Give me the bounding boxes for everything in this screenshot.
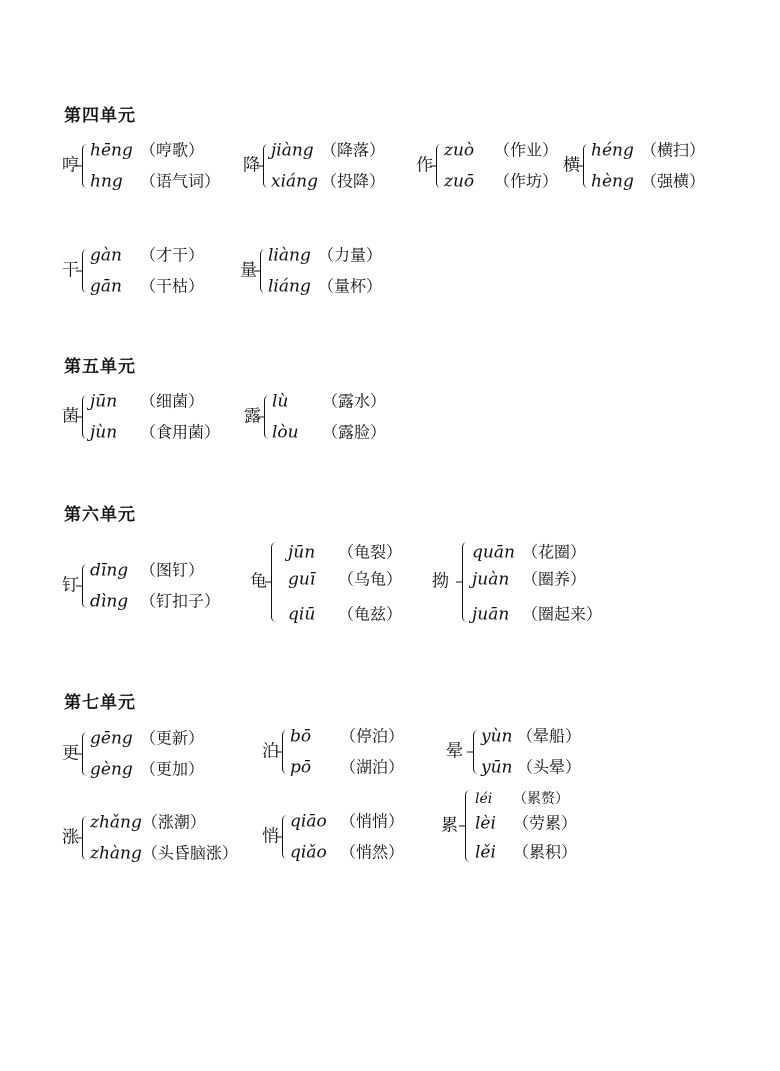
pinyin: quān <box>472 542 515 563</box>
example-word: （露脸） <box>322 422 387 442</box>
reading-1 <box>271 140 386 161</box>
reading-2 <box>444 171 559 192</box>
reading-1 <box>90 140 205 161</box>
entry-character: 悄 <box>262 826 279 847</box>
pinyin: pō <box>290 757 312 778</box>
brace-icon <box>436 144 442 188</box>
pinyin: yūn <box>481 757 513 778</box>
entry-character: 更 <box>62 743 79 764</box>
section-title-unit7: 第七单元 <box>64 693 136 713</box>
pinyin: hèng <box>591 171 634 192</box>
example-word: （干枯） <box>140 276 205 296</box>
pinyin: qiāo <box>290 811 327 832</box>
section-title-unit5: 第五单元 <box>64 357 136 377</box>
reading-1 <box>290 811 405 832</box>
example-word: （头晕） <box>517 757 582 777</box>
example-word: （食用菌） <box>140 422 221 442</box>
pinyin: hēng <box>90 140 133 161</box>
entry-character: 降 <box>243 155 260 176</box>
reading-1 <box>288 542 403 563</box>
reading-2 <box>90 422 221 443</box>
pinyin: léi <box>475 791 493 807</box>
example-word: （停泊） <box>340 726 405 746</box>
brace-icon <box>271 542 277 622</box>
reading-1 <box>90 560 205 581</box>
example-word: （降落） <box>321 140 386 160</box>
entry-character: 露 <box>244 406 261 427</box>
example-word: （投降） <box>321 171 386 191</box>
pinyin: qiū <box>288 604 316 625</box>
example-word: （累赘） <box>513 791 569 807</box>
entry-character: 拗 <box>432 571 449 592</box>
pinyin: gàn <box>90 245 122 266</box>
brace-icon <box>82 564 88 608</box>
brace-icon <box>473 730 479 774</box>
entry-character: 横 <box>563 155 580 176</box>
reading-2 <box>90 591 221 612</box>
entry-character: 钉 <box>62 575 79 596</box>
entry-character: 菌 <box>62 406 79 427</box>
pinyin: gān <box>90 276 122 297</box>
pinyin: xiáng <box>271 171 318 192</box>
brace-icon <box>82 395 88 439</box>
reading-3 <box>288 604 403 625</box>
reading-2 <box>272 422 387 443</box>
example-word: （悄悄） <box>340 811 405 831</box>
reading-1 <box>272 391 387 412</box>
pinyin: jūn <box>288 542 316 563</box>
example-word: （量杯） <box>318 276 383 296</box>
reading-1 <box>290 726 405 747</box>
brace-icon <box>82 732 88 776</box>
brace-icon <box>465 790 471 862</box>
reading-2 <box>271 171 386 192</box>
pinyin: jùn <box>90 422 118 443</box>
example-word: （才干） <box>140 245 205 265</box>
entry-character: 泊 <box>262 741 279 762</box>
pinyin: lù <box>272 391 289 412</box>
reading-2 <box>90 843 238 864</box>
brace-icon <box>583 144 589 188</box>
example-word: （涨潮） <box>141 812 206 832</box>
pinyin: jiàng <box>271 140 314 161</box>
reading-2 <box>472 569 587 590</box>
entry-character: 涨 <box>62 827 79 848</box>
reading-1 <box>90 728 205 749</box>
reading-2 <box>288 569 403 590</box>
example-word: （乌龟） <box>338 569 403 589</box>
example-word: （更新） <box>140 728 205 748</box>
reading-2 <box>90 171 221 192</box>
section-title-unit4: 第四单元 <box>64 106 136 126</box>
reading-1 <box>90 245 205 266</box>
brace-icon <box>82 816 88 860</box>
pinyin: dìng <box>90 591 129 612</box>
pinyin: juān <box>472 604 510 625</box>
reading-2 <box>591 171 706 192</box>
example-word: （作坊） <box>494 171 559 191</box>
pinyin: zuō <box>444 171 475 192</box>
reading-2 <box>481 757 582 778</box>
reading-1 <box>268 245 383 266</box>
pinyin: lèi <box>475 813 496 834</box>
pinyin: zhǎng <box>90 812 142 833</box>
example-word: （更加） <box>140 759 205 779</box>
pinyin: lěi <box>475 842 496 863</box>
brace-icon <box>263 144 269 188</box>
reading-2 <box>90 276 205 297</box>
example-word: （力量） <box>318 245 383 265</box>
pinyin: juàn <box>472 569 510 590</box>
pinyin: yùn <box>481 726 513 747</box>
brace-icon <box>264 395 270 439</box>
brace-icon <box>260 249 266 293</box>
reading-1 <box>90 812 206 833</box>
example-word: （悄然） <box>340 842 405 862</box>
reading-1 <box>444 140 559 161</box>
brace-icon <box>82 144 88 188</box>
reading-1 <box>591 140 706 161</box>
entry-character: 晕 <box>446 741 463 762</box>
example-word: （龟兹） <box>338 604 403 624</box>
example-word: （湖泊） <box>340 757 405 777</box>
example-word: （劳累） <box>513 813 578 833</box>
brace-icon <box>282 815 288 859</box>
brace-icon <box>462 542 468 622</box>
entry-character: 干 <box>62 260 79 281</box>
pinyin: qiǎo <box>290 842 327 863</box>
pinyin: héng <box>591 140 634 161</box>
example-word: （露水） <box>322 391 387 411</box>
reading-1 <box>475 790 569 806</box>
reading-2 <box>290 757 405 778</box>
example-word: （圈养） <box>522 569 587 589</box>
reading-1 <box>472 542 587 563</box>
pinyin: guī <box>288 569 316 590</box>
pinyin: liàng <box>268 245 311 266</box>
pinyin: gèng <box>90 759 133 780</box>
pinyin: bō <box>290 726 312 747</box>
reading-2 <box>290 842 405 863</box>
reading-3 <box>475 842 578 863</box>
pinyin: jūn <box>90 391 118 412</box>
example-word: （语气词） <box>140 171 221 191</box>
reading-2 <box>475 813 578 834</box>
reading-1 <box>481 726 582 747</box>
example-word: （作业） <box>494 140 559 160</box>
pinyin: hng <box>90 171 123 192</box>
entry-character: 龟 <box>250 571 267 592</box>
reading-2 <box>90 759 205 780</box>
example-word: （龟裂） <box>338 542 403 562</box>
entry-character: 量 <box>240 260 257 281</box>
pinyin: zhàng <box>90 843 142 864</box>
reading-2 <box>268 276 383 297</box>
pinyin: gēng <box>90 728 133 749</box>
example-word: （钉扣子） <box>140 591 221 611</box>
example-word: （圈起来） <box>522 604 603 624</box>
entry-character: 哼 <box>62 155 79 176</box>
entry-character: 作 <box>416 155 433 176</box>
example-word: （晕船） <box>517 726 582 746</box>
example-word: （花圈） <box>522 542 587 562</box>
pinyin: zuò <box>444 140 475 161</box>
example-word: （图钉） <box>140 560 205 580</box>
brace-icon <box>282 730 288 774</box>
example-word: （横扫） <box>641 140 706 160</box>
example-word: （累积） <box>513 842 578 862</box>
entry-character: 累 <box>441 815 458 836</box>
pinyin: liáng <box>268 276 311 297</box>
reading-1 <box>90 391 205 412</box>
brace-icon <box>82 249 88 293</box>
reading-3 <box>472 604 603 625</box>
section-title-unit6: 第六单元 <box>64 505 136 525</box>
example-word: （细菌） <box>140 391 205 411</box>
example-word: （头昏脑涨） <box>141 843 238 863</box>
pinyin: lòu <box>272 422 299 443</box>
example-word: （哼歌） <box>140 140 205 160</box>
pinyin: dīng <box>90 560 129 581</box>
example-word: （强横） <box>641 171 706 191</box>
